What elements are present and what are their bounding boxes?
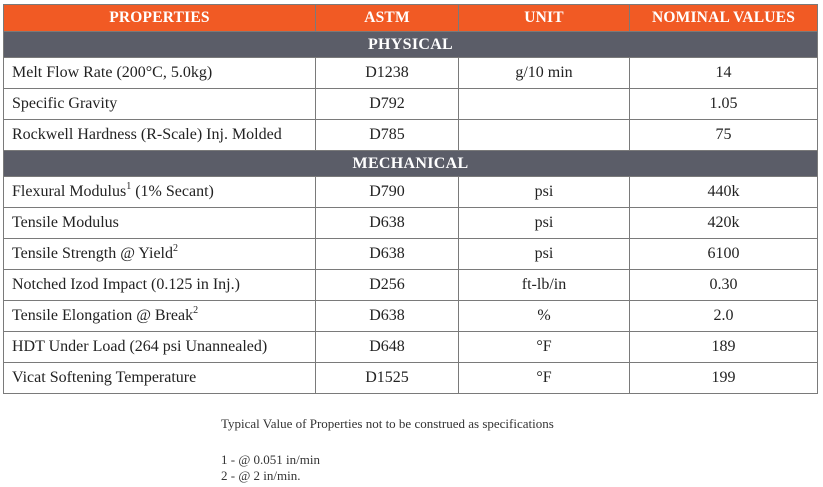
- footnote-marker: 2: [173, 242, 178, 254]
- unit: [459, 89, 630, 120]
- nominal-value: 2.0: [630, 301, 818, 332]
- nominal-value: 199: [630, 363, 818, 394]
- property-name: HDT Under Load (264 psi Unannealed): [4, 332, 316, 363]
- astm-code: D790: [316, 177, 459, 208]
- astm-code: D785: [316, 120, 459, 151]
- unit: °F: [459, 332, 630, 363]
- property-name: Vicat Softening Temperature: [4, 363, 316, 394]
- footnote-marker: 2: [193, 304, 199, 316]
- table-row: [4, 332, 818, 363]
- section-row-mechanical: [4, 151, 818, 177]
- table-row: [4, 58, 818, 89]
- unit: ft-lb/in: [459, 270, 630, 301]
- property-name: [4, 177, 316, 208]
- astm-code: D1525: [316, 363, 459, 394]
- table-row: [4, 239, 818, 270]
- property-label: Flexural Modulus: [12, 183, 127, 200]
- unit: psi: [459, 177, 630, 208]
- unit: psi: [459, 239, 630, 270]
- astm-code: D638: [316, 208, 459, 239]
- astm-code: D638: [316, 239, 459, 270]
- table-row: [4, 270, 818, 301]
- table-row: [4, 120, 818, 151]
- table-row: [4, 301, 818, 332]
- nominal-value: 440k: [630, 177, 818, 208]
- properties-table: [3, 4, 818, 394]
- table-row: [4, 177, 818, 208]
- astm-code: D792: [316, 89, 459, 120]
- property-label: Tensile Strength @ Yield: [12, 245, 173, 262]
- section-title-mechanical: MECHANICAL: [4, 151, 818, 177]
- table-row: [4, 363, 818, 394]
- property-name: Specific Gravity: [4, 89, 316, 120]
- astm-code: D638: [316, 301, 459, 332]
- unit: [459, 120, 630, 151]
- property-name: [4, 301, 316, 332]
- section-row-physical: [4, 32, 818, 58]
- nominal-value: 6100: [630, 239, 818, 270]
- unit: °F: [459, 363, 630, 394]
- astm-code: D1238: [316, 58, 459, 89]
- nominal-value: 1.05: [630, 89, 818, 120]
- unit: psi: [459, 208, 630, 239]
- unit: %: [459, 301, 630, 332]
- nominal-value: 0.30: [630, 270, 818, 301]
- header-properties: PROPERTIES: [4, 5, 316, 32]
- property-name: [4, 239, 316, 270]
- table-row: [4, 89, 818, 120]
- footnote-1: 1 - @ 0.051 in/min: [221, 452, 320, 467]
- astm-code: D256: [316, 270, 459, 301]
- header-nominal-values: NOMINAL VALUES: [630, 5, 818, 32]
- property-name: Notched Izod Impact (0.125 in Inj.): [4, 270, 316, 301]
- nominal-value: 75: [630, 120, 818, 151]
- property-name: Melt Flow Rate (200°C, 5.0kg): [4, 58, 316, 89]
- astm-code: D648: [316, 332, 459, 363]
- unit: g/10 min: [459, 58, 630, 89]
- property-label: Tensile Elongation @ Break: [12, 307, 194, 324]
- header-unit: UNIT: [459, 5, 630, 32]
- footnote-2: 2 - @ 2 in/min.: [221, 468, 301, 483]
- nominal-value: 420k: [630, 208, 818, 239]
- property-name: Tensile Modulus: [4, 208, 316, 239]
- nominal-value: 14: [630, 58, 818, 89]
- specification-note: Typical Value of Properties not to be construed as specifications: [221, 416, 554, 431]
- table-row: [4, 208, 818, 239]
- section-title-physical: PHYSICAL: [4, 32, 818, 58]
- property-suffix: (1% Secant): [131, 183, 214, 200]
- table-header-row: [4, 5, 818, 32]
- property-name: Rockwell Hardness (R-Scale) Inj. Molded: [4, 120, 316, 151]
- footnote-marker: 1: [126, 180, 132, 192]
- nominal-value: 189: [630, 332, 818, 363]
- header-astm: ASTM: [316, 5, 459, 32]
